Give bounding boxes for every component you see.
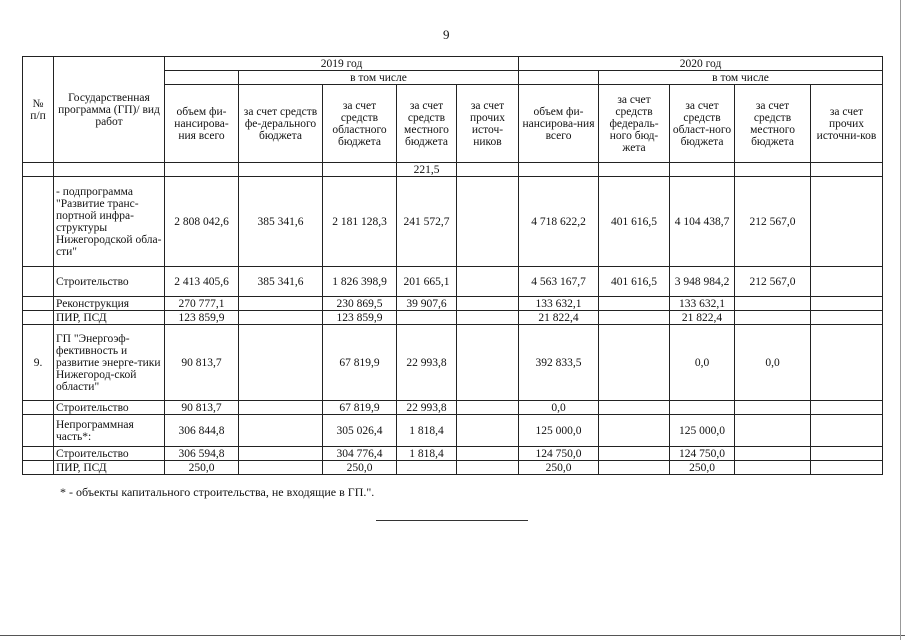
header-2019-total: объем фи-нансирова-ния всего [165, 85, 239, 163]
value-cell [599, 325, 670, 401]
value-cell [165, 163, 239, 177]
row-label: Непрограммная часть*: [54, 415, 165, 447]
value-cell: 124 750,0 [670, 447, 735, 461]
header-2019-other: за счет прочих источ-ников [457, 85, 519, 163]
value-cell: 212 567,0 [735, 177, 811, 267]
row-label: Строительство [54, 267, 165, 297]
value-cell: 212 567,0 [735, 267, 811, 297]
row-number [23, 447, 54, 461]
row-label [54, 163, 165, 177]
value-cell: 250,0 [165, 461, 239, 475]
value-cell [457, 177, 519, 267]
value-cell: 270 777,1 [165, 297, 239, 311]
value-cell [457, 461, 519, 475]
value-cell [811, 311, 883, 325]
header-2020-total: объем фи-нансирова-ния всего [519, 85, 599, 163]
table-row [23, 267, 883, 297]
row-label: ПИР, ПСД [54, 311, 165, 325]
value-cell: 4 104 438,7 [670, 177, 735, 267]
row-number [23, 177, 54, 267]
page-edge-bottom [0, 635, 905, 636]
value-cell [323, 163, 397, 177]
value-cell [519, 163, 599, 177]
header-including-2019: в том числе [239, 71, 519, 85]
value-cell: 125 000,0 [519, 415, 599, 447]
row-label: ПИР, ПСД [54, 461, 165, 475]
value-cell [811, 163, 883, 177]
value-cell: 90 813,7 [165, 401, 239, 415]
table-row [23, 447, 883, 461]
value-cell: 306 844,8 [165, 415, 239, 447]
value-cell: 230 869,5 [323, 297, 397, 311]
value-cell [735, 447, 811, 461]
value-cell [457, 311, 519, 325]
row-label: Реконструкция [54, 297, 165, 311]
value-cell: 385 341,6 [239, 177, 323, 267]
header-2019-federal: за счет средств фе-дерального бюджета [239, 85, 323, 163]
value-cell: 250,0 [519, 461, 599, 475]
value-cell: 250,0 [323, 461, 397, 475]
table-row [23, 311, 883, 325]
value-cell: 133 632,1 [519, 297, 599, 311]
value-cell: 401 616,5 [599, 177, 670, 267]
value-cell: 2 808 042,6 [165, 177, 239, 267]
value-cell: 401 616,5 [599, 267, 670, 297]
value-cell: 304 776,4 [323, 447, 397, 461]
value-cell [239, 415, 323, 447]
value-cell: 67 819,9 [323, 325, 397, 401]
value-cell: 241 572,7 [397, 177, 457, 267]
row-label: Строительство [54, 447, 165, 461]
row-number [23, 297, 54, 311]
table-row [23, 177, 883, 267]
value-cell [811, 415, 883, 447]
divider-line [376, 520, 528, 521]
value-cell [599, 297, 670, 311]
value-cell: 133 632,1 [670, 297, 735, 311]
value-cell: 125 000,0 [670, 415, 735, 447]
row-number [23, 163, 54, 177]
value-cell [599, 447, 670, 461]
header-2020-regional: за счет средств област-ного бюджета [670, 85, 735, 163]
value-cell [811, 177, 883, 267]
row-label: - подпрограмма "Развитие транс-портной инфра-структуры Нижегородской обла-сти" [54, 177, 165, 267]
value-cell [735, 163, 811, 177]
value-cell: 39 907,6 [397, 297, 457, 311]
header-2020-other: за счет прочих источни-ков [811, 85, 883, 163]
value-cell [670, 401, 735, 415]
value-cell [239, 163, 323, 177]
table-row [23, 297, 883, 311]
value-cell [397, 311, 457, 325]
value-cell: 1 818,4 [397, 447, 457, 461]
value-cell [239, 325, 323, 401]
page-number: 9 [443, 27, 450, 42]
table-row [23, 163, 883, 177]
footnote: * - объекты капитального строительства, не входящие в ГП.". [60, 485, 375, 499]
value-cell: 2 413 405,6 [165, 267, 239, 297]
value-cell [239, 461, 323, 475]
header-including-2020: в том числе [599, 71, 883, 85]
row-number [23, 401, 54, 415]
value-cell: 0,0 [519, 401, 599, 415]
value-cell [239, 447, 323, 461]
value-cell [457, 401, 519, 415]
value-cell: 67 819,9 [323, 401, 397, 415]
row-number [23, 311, 54, 325]
value-cell [457, 163, 519, 177]
table-row [23, 325, 883, 401]
value-cell [735, 311, 811, 325]
value-cell: 124 750,0 [519, 447, 599, 461]
value-cell [457, 297, 519, 311]
value-cell: 22 993,8 [397, 325, 457, 401]
header-year-2019: 2019 год [165, 57, 519, 71]
value-cell: 2 181 128,3 [323, 177, 397, 267]
value-cell: 21 822,4 [670, 311, 735, 325]
value-cell: 392 833,5 [519, 325, 599, 401]
value-cell [239, 297, 323, 311]
row-label: ГП "Энергоэф-фективность и развитие энерге-тики Нижегород-ской области" [54, 325, 165, 401]
value-cell: 250,0 [670, 461, 735, 475]
value-cell [735, 297, 811, 311]
value-cell [735, 401, 811, 415]
header-2020-local: за счет средств местного бюджета [735, 85, 811, 163]
page-edge-right [900, 0, 901, 640]
value-cell [811, 297, 883, 311]
value-cell: 201 665,1 [397, 267, 457, 297]
value-cell [599, 461, 670, 475]
value-cell [735, 461, 811, 475]
header-spacer-2019 [165, 71, 239, 85]
value-cell [811, 461, 883, 475]
value-cell: 306 594,8 [165, 447, 239, 461]
value-cell [457, 325, 519, 401]
value-cell: 1 818,4 [397, 415, 457, 447]
value-cell [811, 325, 883, 401]
value-cell [457, 415, 519, 447]
header-2020-federal: за счет средств федераль-ного бюд-жета [599, 85, 670, 163]
value-cell: 0,0 [735, 325, 811, 401]
value-cell [811, 447, 883, 461]
value-cell [735, 415, 811, 447]
header-spacer-2020 [519, 71, 599, 85]
header-program: Государственная программа (ГП)/ вид работ [54, 57, 165, 163]
value-cell [670, 163, 735, 177]
table-row [23, 461, 883, 475]
row-number [23, 461, 54, 475]
value-cell: 21 822,4 [519, 311, 599, 325]
table-row [23, 415, 883, 447]
row-number: 9. [23, 325, 54, 401]
value-cell [811, 401, 883, 415]
value-cell: 3 948 984,2 [670, 267, 735, 297]
value-cell: 221,5 [397, 163, 457, 177]
header-2019-regional: за счет средств областного бюджета [323, 85, 397, 163]
value-cell: 22 993,8 [397, 401, 457, 415]
value-cell [599, 163, 670, 177]
value-cell [599, 415, 670, 447]
value-cell: 305 026,4 [323, 415, 397, 447]
value-cell: 385 341,6 [239, 267, 323, 297]
value-cell: 0,0 [670, 325, 735, 401]
value-cell: 1 826 398,9 [323, 267, 397, 297]
financing-table [22, 56, 883, 475]
value-cell [599, 311, 670, 325]
value-cell [457, 267, 519, 297]
header-2019-local: за счет средств местного бюджета [397, 85, 457, 163]
table-row [23, 401, 883, 415]
value-cell [811, 267, 883, 297]
row-label: Строительство [54, 401, 165, 415]
header-year-2020: 2020 год [519, 57, 883, 71]
value-cell [239, 311, 323, 325]
header-row-number: № п/п [23, 57, 54, 163]
value-cell: 123 859,9 [323, 311, 397, 325]
value-cell: 4 563 167,7 [519, 267, 599, 297]
value-cell [239, 401, 323, 415]
row-number [23, 415, 54, 447]
row-number [23, 267, 54, 297]
value-cell: 90 813,7 [165, 325, 239, 401]
value-cell: 4 718 622,2 [519, 177, 599, 267]
value-cell [599, 401, 670, 415]
value-cell: 123 859,9 [165, 311, 239, 325]
value-cell [397, 461, 457, 475]
value-cell [457, 447, 519, 461]
